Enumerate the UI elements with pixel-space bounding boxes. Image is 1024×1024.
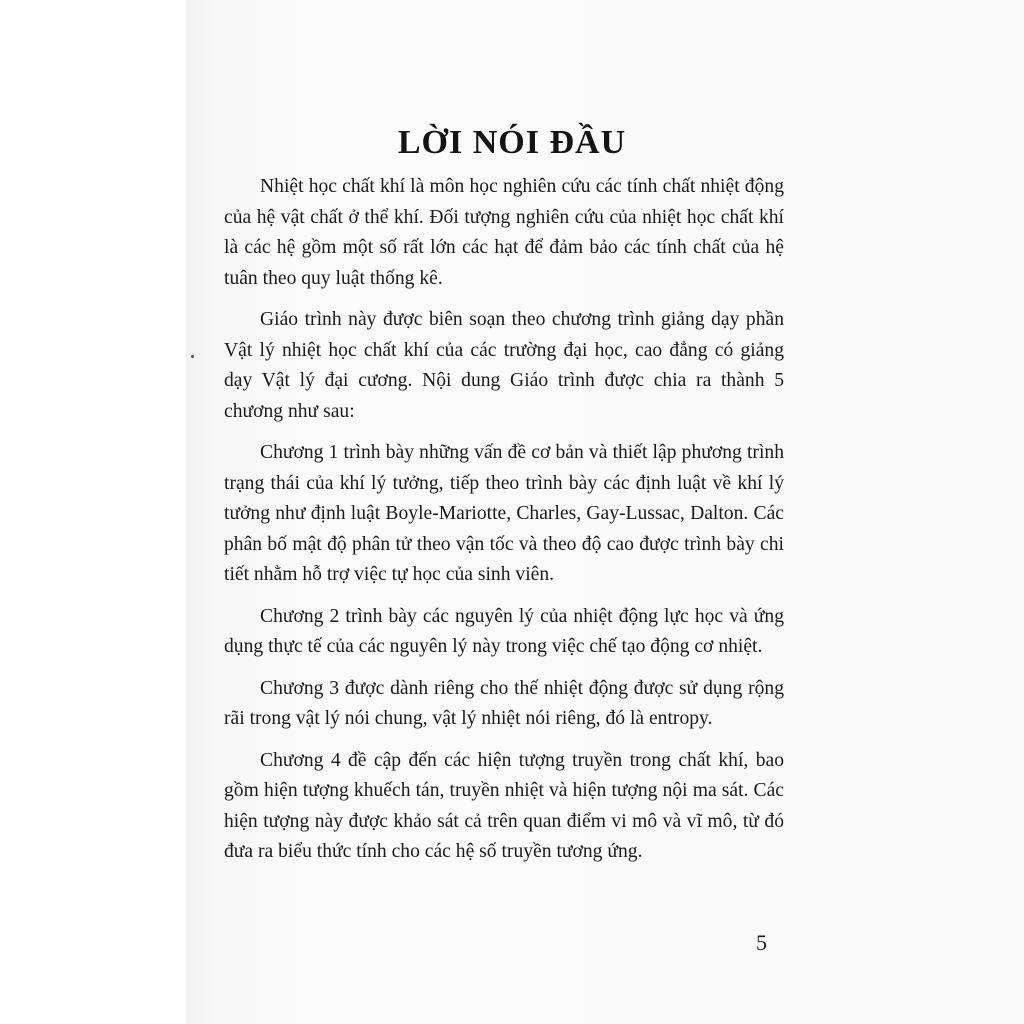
paragraph: Chương 3 được dành riêng cho thế nhiệt động được sử dụng rộng rãi trong vật lý nói chung, vật lý nhiệt nói riêng, đó là entropy.: [224, 677, 784, 729]
paragraph: Chương 1 trình bày những vấn đề cơ bản và thiết lập phương trình trạng thái của khí lý tưởng, tiếp theo trình bày các định luật về khí lý tưởng như định luật Boyle-Mariotte, Charles, Gay-Lussac, Dalton. Các phân bố mật độ phân tử theo vận tốc và theo độ cao được trình bày chi tiết nhằm hỗ trợ việc tự học của sinh viên.: [224, 442, 784, 585]
paragraph: Giáo trình này được biên soạn theo chương trình giảng dạy phần Vật lý nhiệt học chất khí của các trường đại học, cao đẳng có giảng dạy Vật lý đại cương. Nội dung Giáo trình được chia ra thành 5 chương như sau:: [224, 309, 784, 422]
paragraph: Nhiệt học chất khí là môn học nghiên cứu các tính chất nhiệt động của hệ vật chất ở thể khí. Đối tượng nghiên cứu của nhiệt học chất khí là các hệ gồm một số rất lớn các hạt để đảm bảo các tính chất của hệ tuân theo quy luật thống kê.: [224, 176, 784, 289]
paragraph: Chương 2 trình bày các nguyên lý của nhiệt động lực học và ứng dụng thực tế của các nguyên lý này trong việc chế tạo động cơ nhiệt.: [224, 605, 784, 657]
page-number: 5: [756, 930, 767, 955]
preface-body: [224, 172, 784, 879]
page-title: LỜI NÓI ĐẦU: [397, 124, 627, 161]
paragraph: Chương 4 đề cập đến các hiện tượng truyền trong chất khí, bao gồm hiện tượng khuếch tán, truyền nhiệt và hiện tượng nội ma sát. Các hiện tượng này được khảo sát cả trên quan điểm vi mô và vĩ mô, từ đó đưa ra biểu thức tính cho các hệ số truyền tương ứng.: [224, 749, 784, 862]
print-speck: [191, 355, 194, 358]
